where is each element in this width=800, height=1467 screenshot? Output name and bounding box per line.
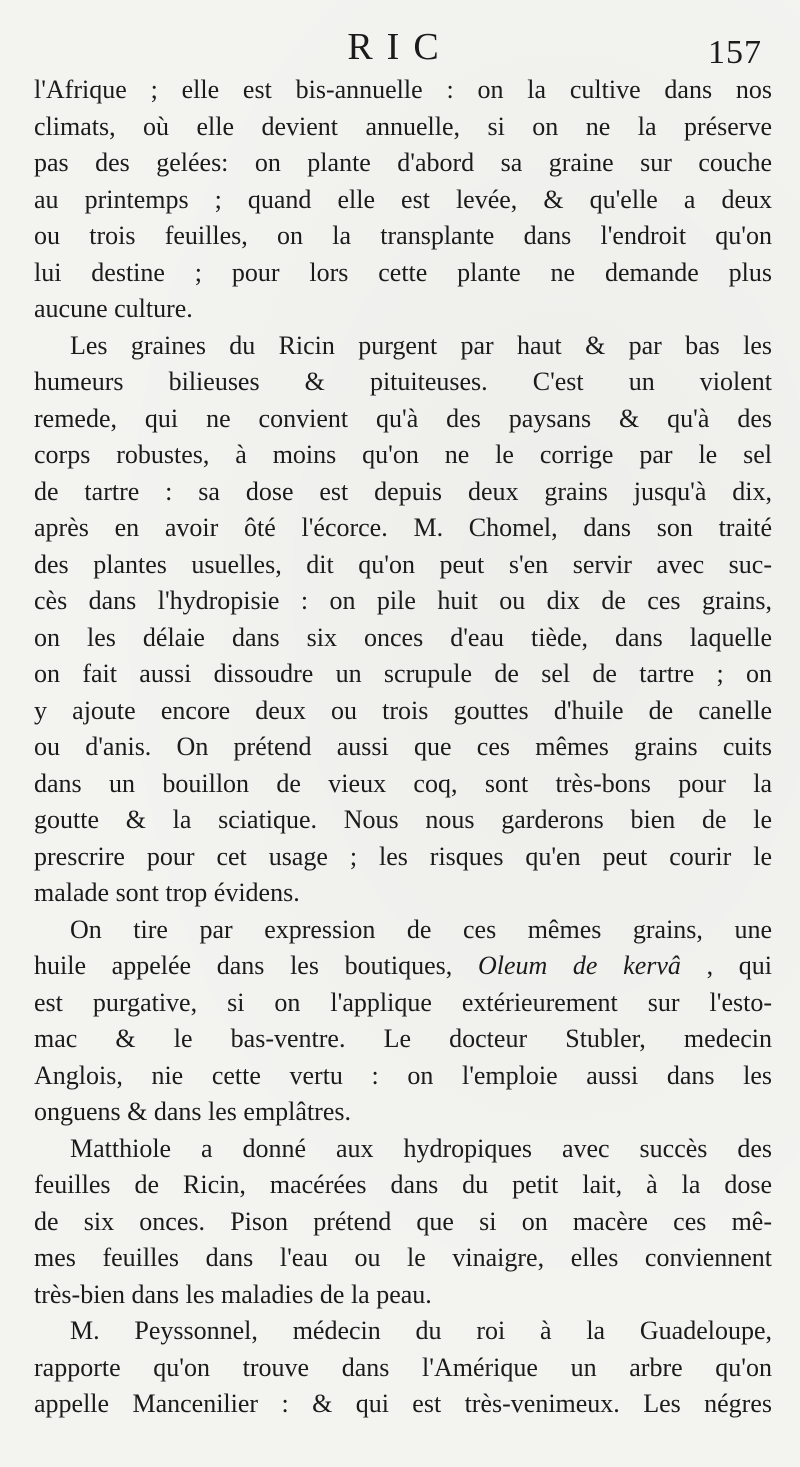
page-number: 157 bbox=[708, 34, 762, 71]
text-line: onguens & dans les emplâtres. bbox=[34, 1097, 351, 1126]
running-head: RIC bbox=[347, 26, 453, 68]
text-line: rapporte qu'on trouve dans l'Amérique un arbre qu'on bbox=[34, 1352, 772, 1382]
paragraph bbox=[34, 1131, 772, 1314]
text-line: ou trois feuilles, on la transplante dans l'endroit qu'on bbox=[34, 221, 772, 250]
paragraph bbox=[34, 328, 772, 912]
text-line: y ajoute encore deux ou trois gouttes d'huile de canelle bbox=[34, 695, 772, 725]
text-line: très-bien dans les maladies de la peau. bbox=[34, 1279, 432, 1309]
paragraph bbox=[34, 1313, 772, 1423]
text-line: malade sont trop évidens. bbox=[34, 878, 300, 907]
text-line: cès dans l'hydropisie : on pile huit ou dix de ces grains, bbox=[34, 586, 772, 615]
text-line: Les graines du Ricin purgent par haut & par bas les bbox=[70, 330, 772, 360]
text-line: au printemps ; quand elle est levée, & qu'elle a deux bbox=[34, 184, 772, 214]
text-line: remede, qui ne convient qu'à des paysans & qu'à des bbox=[34, 403, 772, 433]
text-line: goutte & la sciatique. Nous nous garderons bien de le bbox=[34, 805, 772, 834]
text-line: mac & le bas-ventre. Le docteur Stubler, medecin bbox=[34, 1024, 772, 1053]
text-line: pas des gelées: on plante d'abord sa graine sur couche bbox=[34, 148, 772, 177]
text-line: lui destine ; pour lors cette plante ne demande plus bbox=[34, 257, 772, 287]
text-line: des plantes usuelles, dit qu'on peut s'en servir avec suc- bbox=[34, 549, 772, 579]
text-line: de six onces. Pison prétend que si on macère ces mê- bbox=[34, 1206, 772, 1236]
text-line: est purgative, si on l'applique extérieurement sur l'esto- bbox=[34, 987, 772, 1017]
text-line: appelle Mancenilier : & qui est très-venimeux. Les négres bbox=[34, 1389, 772, 1418]
text-line: On tire par expression de ces mêmes grains, une bbox=[70, 914, 772, 944]
text-line: de tartre : sa dose est depuis deux grains jusqu'à dix, bbox=[34, 476, 772, 506]
text-line: Anglois, nie cette vertu : on l'emploie aussi dans les bbox=[34, 1060, 772, 1090]
text-line: climats, où elle devient annuelle, si on ne la préserve bbox=[34, 111, 772, 141]
text-fragment: , qui bbox=[706, 951, 772, 980]
text-line: mes feuilles dans l'eau ou le vinaigre, elles conviennent bbox=[34, 1243, 772, 1272]
text-line: prescrire pour cet usage ; les risques qu'en peut courir le bbox=[34, 841, 772, 871]
text-line: l'Afrique ; elle est bis-annuelle : on la cultive dans nos bbox=[34, 75, 772, 104]
text-fragment: huile appelée dans les boutiques, bbox=[34, 951, 453, 980]
text-line: ou d'anis. On prétend aussi que ces mêmes grains cuits bbox=[34, 732, 772, 761]
text-line: aucune culture. bbox=[34, 294, 193, 323]
paragraph bbox=[34, 72, 772, 328]
text-line: M. Peyssonnel, médecin du roi à la Guadeloupe, bbox=[70, 1316, 772, 1345]
paragraph bbox=[34, 912, 772, 1131]
text-line: après en avoir ôté l'écorce. M. Chomel, dans son traité bbox=[34, 513, 772, 542]
italic-latin-term: Oleum de kervâ bbox=[477, 951, 681, 980]
text-line bbox=[34, 948, 772, 985]
text-line: on fait aussi dissoudre un scrupule de sel de tartre ; on bbox=[34, 659, 772, 688]
text-line: corps robustes, à moins qu'on ne le corrige par le sel bbox=[34, 440, 772, 469]
text-line: feuilles de Ricin, macérées dans du petit lait, à la dose bbox=[34, 1170, 772, 1199]
text-line: Matthiole a donné aux hydropiques avec succès des bbox=[70, 1133, 772, 1163]
page-body bbox=[34, 72, 772, 1423]
text-line: dans un bouillon de vieux coq, sont très-bons pour la bbox=[34, 768, 772, 798]
text-line: humeurs bilieuses & pituiteuses. C'est un violent bbox=[34, 367, 772, 396]
text-line: on les délaie dans six onces d'eau tiède, dans laquelle bbox=[34, 622, 772, 652]
